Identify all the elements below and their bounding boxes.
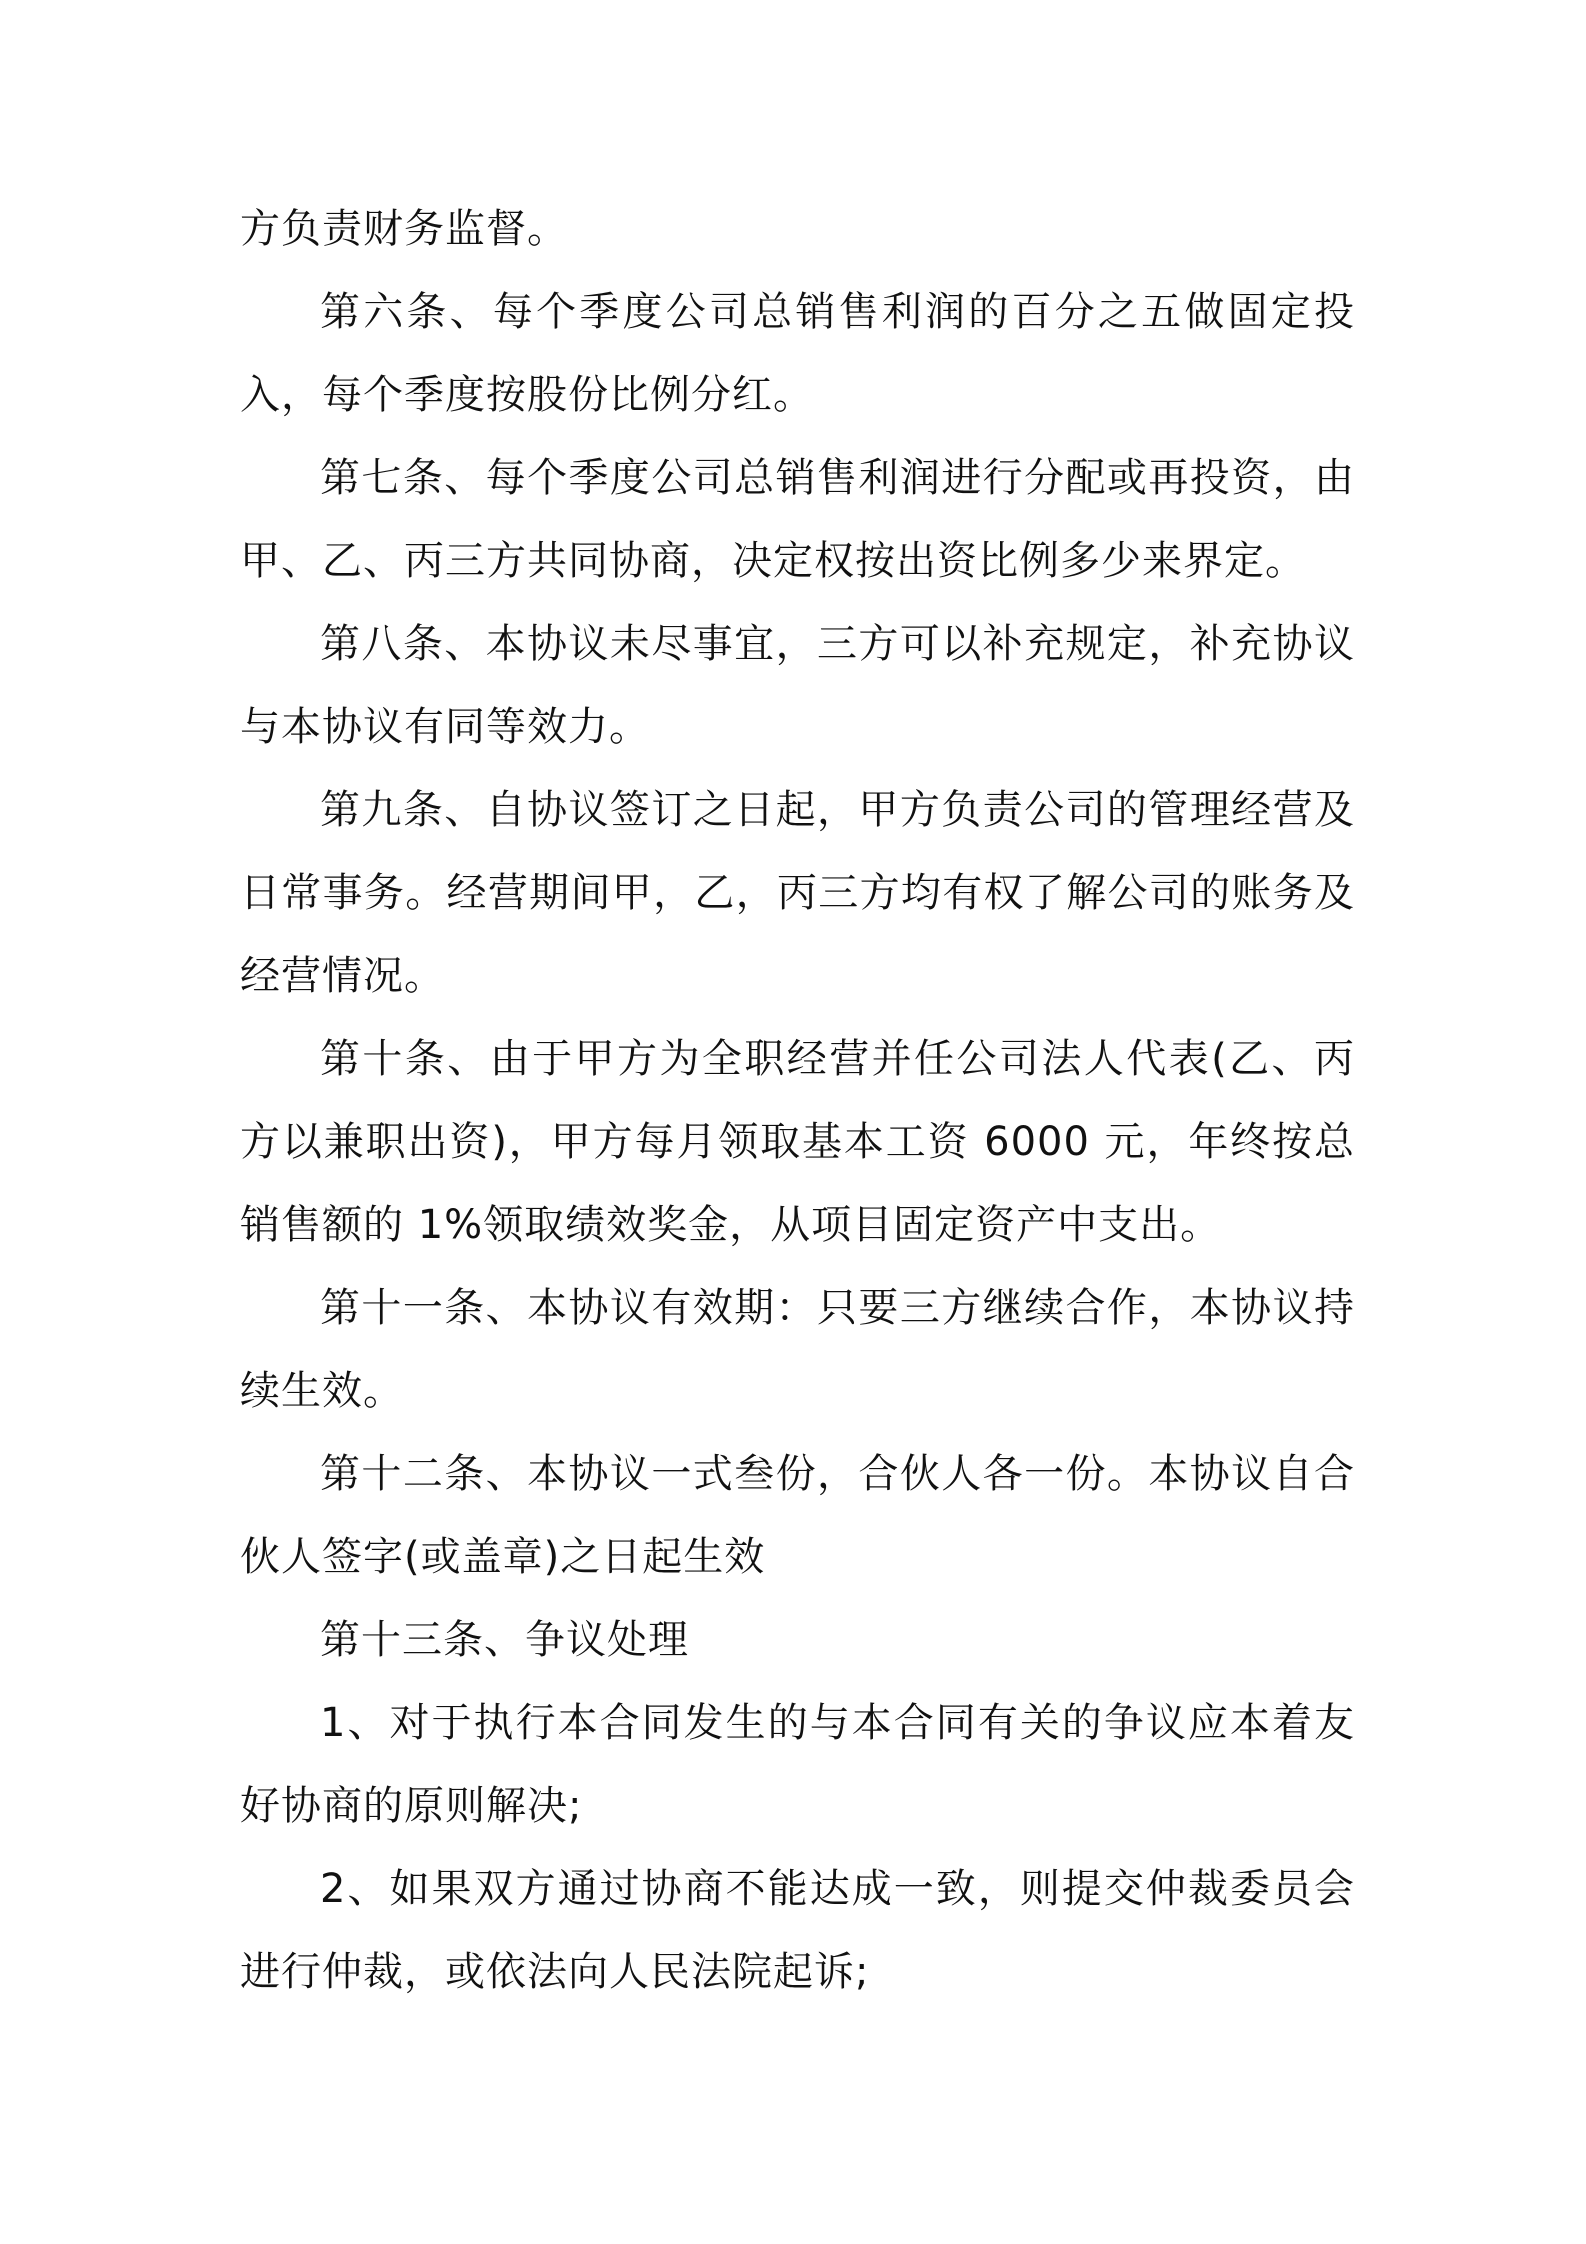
paragraph-article-12: 第十二条、本协议一式叁份，合伙人各一份。本协议自合伙人签字(或盖章)之日起生效: [240, 1451, 1355, 1580]
paragraph-article-13-heading: 第十三条、争议处理: [320, 1617, 689, 1663]
document-body: [240, 188, 1355, 2014]
paragraph-article-13-item-1: 1、对于执行本合同发生的与本合同有关的争议应本着友好协商的原则解决;: [240, 1700, 1355, 1829]
paragraph-article-8: 第八条、本协议未尽事宜，三方可以补充规定，补充协议与本协议有同等效力。: [240, 621, 1355, 750]
paragraph-article-7: 第七条、每个季度公司总销售利润进行分配或再投资，由甲、乙、丙三方共同协商，决定权按出资比例多少来界定。: [240, 455, 1355, 584]
paragraph-continuation: 方负责财务监督。: [240, 206, 568, 252]
paragraph-article-10: 第十条、由于甲方为全职经营并任公司法人代表(乙、丙方以兼职出资)，甲方每月领取基本工资 6000 元，年终按总销售额的 1%领取绩效奖金，从项目固定资产中支出。: [240, 1036, 1355, 1248]
paragraph-article-6: 第六条、每个季度公司总销售利润的百分之五做固定投入，每个季度按股份比例分红。: [240, 289, 1355, 418]
paragraph-article-13-item-2: 2、如果双方通过协商不能达成一致，则提交仲裁委员会进行仲裁，或依法向人民法院起诉;: [240, 1866, 1355, 1995]
paragraph-article-11: 第十一条、本协议有效期：只要三方继续合作，本协议持续生效。: [240, 1285, 1355, 1414]
paragraph-article-9: 第九条、自协议签订之日起，甲方负责公司的管理经营及日常事务。经营期间甲，乙，丙三方均有权了解公司的账务及经营情况。: [240, 787, 1355, 999]
